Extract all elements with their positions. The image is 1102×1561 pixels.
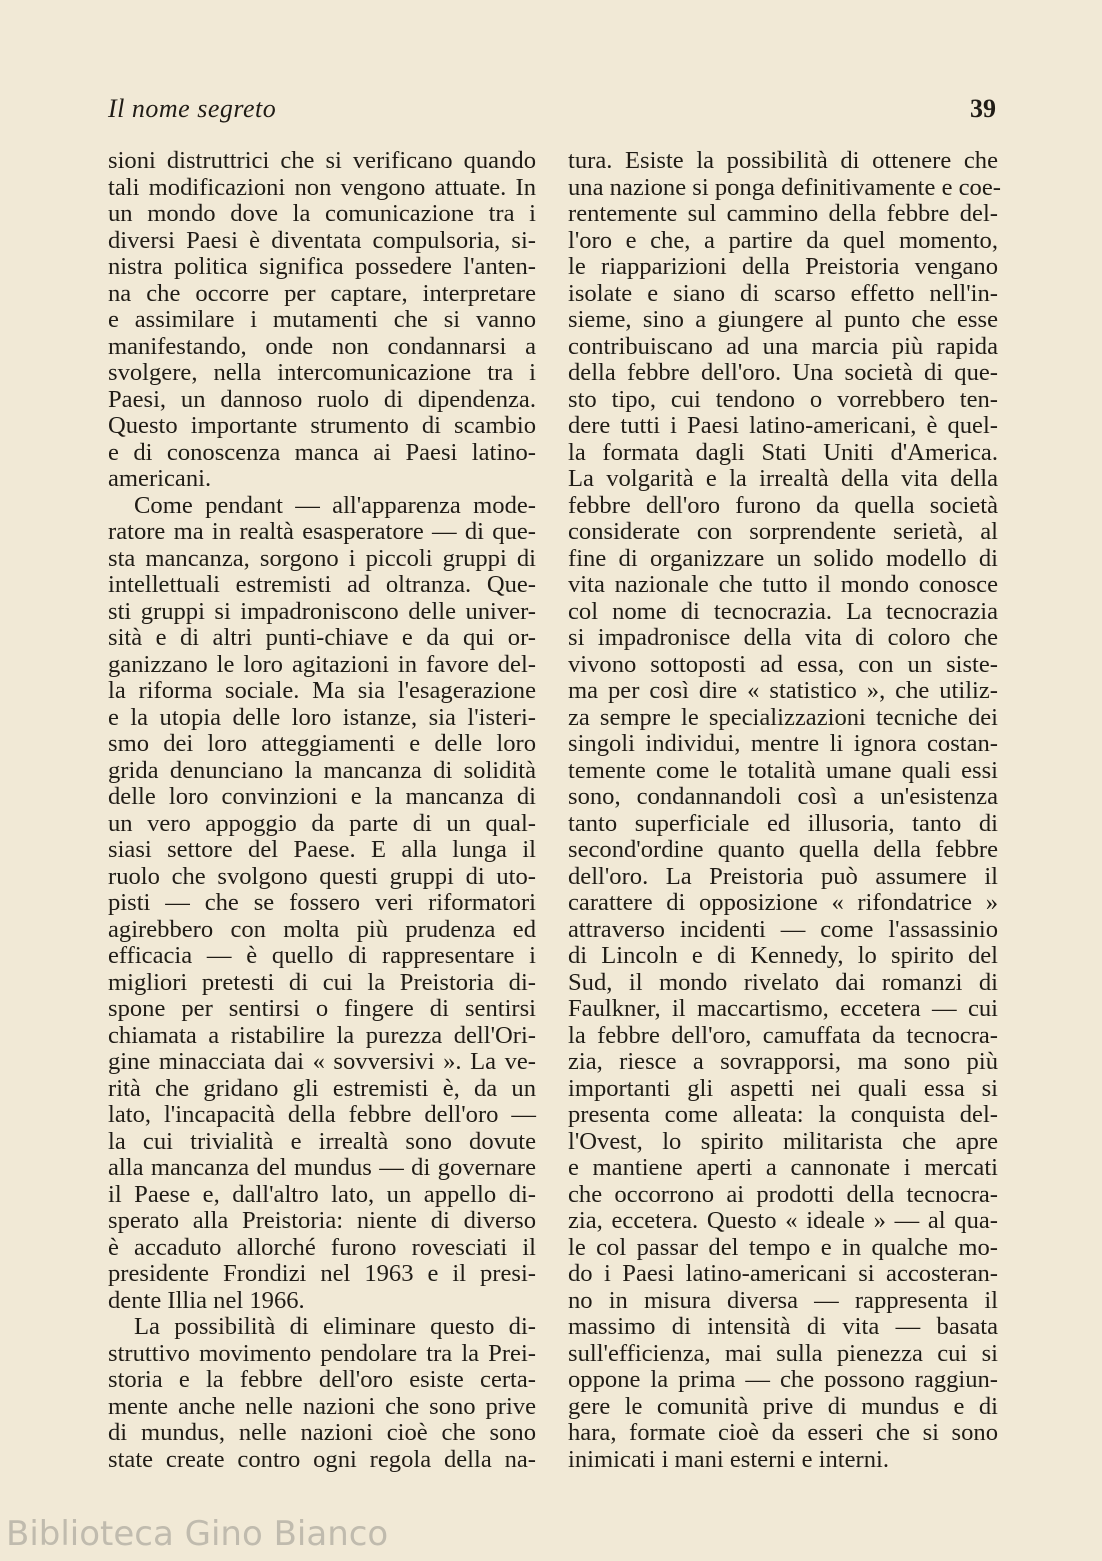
text-line: agirebbero con molta più prudenza ed (108, 915, 536, 943)
text-line: una nazione si ponga definitivamente e coe- (568, 173, 1001, 201)
text-line: considerate con sorprendente serietà, al (568, 518, 998, 545)
text-line: do i Paesi latino-americani si accosteran- (568, 1260, 998, 1287)
text-line: rità che gridano gli estremisti è, da un (108, 1074, 536, 1102)
text-line: gere le comunità prive di mundus e di (568, 1392, 998, 1420)
text-line: sperato alla Preistoria: niente di diverso (108, 1207, 536, 1234)
text-line: vivono sottoposti ad essa, con un siste- (568, 650, 998, 678)
text-line: gine minacciata dai « sovversivi ». La ve- (108, 1048, 536, 1075)
text-line: oppone la prima — che possono raggiun- (568, 1366, 998, 1393)
text-line: che occorrono ai prodotti della tecnocra- (568, 1180, 998, 1208)
text-line: un vero appoggio da parte di un qual- (108, 809, 536, 837)
text-line: le col passar del tempo e in qualche mo- (568, 1233, 998, 1261)
text-line: alla mancanza del mundus — di governare (108, 1154, 536, 1181)
text-line: tura. Esiste la possibilità di ottenere che (568, 147, 998, 174)
text-line: rentemente sul cammino della febbre del- (568, 200, 998, 227)
text-line: Faulkner, il maccartismo, eccetera — cui (568, 995, 998, 1022)
text-line: fine di organizzare un solido modello di (568, 544, 998, 572)
text-line: isolate e siano di scarso effetto nell'in- (568, 279, 998, 307)
text-line: sieme, sino a giungere al punto che esse (568, 306, 998, 333)
text-line: temente come le totalità umane quali essi (568, 756, 998, 784)
text-line: e di conoscenza manca ai Paesi latino- (108, 438, 536, 466)
text-line: sità e di altri punti-chiave e da qui or- (108, 624, 536, 651)
text-line: diversi Paesi è diventata compulsoria, si- (108, 226, 536, 254)
text-line: l'Ovest, lo spirito militarista che apre (568, 1127, 998, 1155)
text-line: hara, formate cioè da esseri che si sono (568, 1419, 998, 1446)
text-line: Paesi, un dannoso ruolo di dipendenza. (108, 385, 536, 413)
text-line: zia, eccetera. Questo « ideale » — al qua- (568, 1207, 998, 1234)
right-column (568, 147, 1001, 1473)
text-line: sto tipo, cui tendono o vorrebbero ten- (568, 385, 998, 413)
text-line: un mondo dove la comunicazione tra i (108, 200, 536, 227)
text-line: di mundus, nelle nazioni cioè che sono (108, 1419, 536, 1446)
text-line: inimicati i mani esterni e interni. (568, 1445, 889, 1473)
text-line: sull'efficienza, mai sulla pienezza cui si (568, 1339, 998, 1367)
text-line: importanti gli aspetti nei quali essa si (568, 1074, 998, 1102)
text-line: Sud, il mondo rivelato dai romanzi di (568, 968, 998, 996)
text-line: ganizzano le loro agitazioni in favore del- (108, 650, 536, 678)
text-line: è accaduto allorché furono rovesciati il (108, 1233, 536, 1261)
text-line: struttivo movimento pendolare tra la Prei- (108, 1339, 536, 1367)
text-line: carattere di opposizione « rifondatrice » (568, 889, 998, 916)
text-line: state create contro ogni regola della na- (108, 1445, 536, 1473)
text-line: e mantiene aperti a cannonate i mercati (568, 1154, 998, 1181)
text-line: la riforma sociale. Ma sia l'esagerazione (108, 677, 536, 704)
text-line: la formata dagli Stati Uniti d'America. (568, 438, 998, 466)
text-line: svolgere, nella intercomunicazione tra i (108, 359, 536, 386)
text-line: massimo di intensità di vita — basata (568, 1313, 998, 1340)
text-line: ratore ma in realtà esasperatore — di que- (108, 518, 536, 545)
text-line: delle loro convinzioni e la mancanza di (108, 783, 536, 810)
text-line: presidente Frondizi nel 1963 e il presi- (108, 1260, 536, 1287)
running-title: Il nome segreto (108, 94, 277, 123)
text-line: ruolo che svolgono questi gruppi di uto- (108, 862, 536, 890)
text-line: si impadronisce della vita di coloro che (568, 624, 998, 651)
text-line: sti gruppi si impadroniscono delle univer- (108, 597, 536, 625)
text-line: febbre dell'oro furono da quella società (568, 491, 998, 519)
text-line: zia, riesce a sovrapporsi, ma sono più (568, 1048, 998, 1075)
text-line: nistra politica significa possedere l'anten- (108, 253, 536, 280)
text-line: no in misura diversa — rappresenta il (568, 1286, 998, 1314)
text-line: La volgarità e la irrealtà della vita della (568, 465, 998, 492)
text-line: manifestando, onde non condannarsi a (108, 332, 536, 360)
text-line: sono, condannandoli così a un'esistenza (568, 783, 998, 810)
text-line: Questo importante strumento di scambio (108, 412, 536, 439)
text-line: sioni distruttrici che si verificano quando (108, 147, 536, 174)
text-line: storia e la febbre dell'oro esiste certa- (108, 1366, 536, 1393)
text-line: e assimilare i mutamenti che si vanno (108, 306, 536, 333)
text-line: za sempre le specializzazioni tecniche dei (568, 703, 998, 731)
library-watermark: Biblioteca Gino Bianco (6, 1514, 389, 1554)
page-number: 39 (970, 94, 996, 123)
text-line: tali modificazioni non vengono attuate. In (108, 173, 536, 201)
text-line: la cui trivialità e irrealtà sono dovute (108, 1127, 536, 1155)
text-line: Come pendant — all'apparenza mode- (134, 491, 536, 519)
text-line: intellettuali estremisti ad oltranza. Que- (108, 571, 536, 598)
text-line: ma per così dire « statistico », che utiliz- (568, 677, 998, 704)
text-line: dente Illia nel 1966. (108, 1286, 305, 1314)
text-line: grida denunciano la mancanza di solidità (108, 756, 536, 784)
text-line: efficacia — è quello di rappresentare i (108, 942, 536, 969)
text-line: mente anche nelle nazioni che sono prive (108, 1392, 536, 1420)
text-line: spone per sentirsi o fingere di sentirsi (108, 995, 536, 1022)
text-line: na che occorre per captare, interpretare (108, 279, 536, 307)
text-line: presenta come alleata: la conquista del- (568, 1101, 998, 1128)
text-line: il Paese e, dall'altro lato, un appello di- (108, 1180, 536, 1208)
text-line: della febbre dell'oro. Una società di que- (568, 359, 998, 386)
text-line: singoli individui, mentre li ignora costan- (568, 730, 998, 757)
text-line: pisti — che se fossero veri riformatori (108, 889, 536, 916)
text-line: vita nazionale che tutto il mondo conosce (568, 571, 998, 598)
text-line: l'oro e che, a partire da quel momento, (568, 226, 998, 254)
text-line: smo dei loro atteggiamenti e delle loro (108, 730, 536, 757)
left-column (108, 148, 536, 1473)
text-line: contribuiscano ad una marcia più rapida (568, 332, 998, 360)
text-line: le riapparizioni della Preistoria vengano (568, 253, 998, 280)
text-line: lato, l'incapacità della febbre dell'oro — (108, 1101, 536, 1128)
text-line: migliori pretesti di cui la Preistoria di- (108, 968, 536, 996)
text-line: second'ordine quanto quella della febbre (568, 836, 998, 863)
text-line: attraverso incidenti — come l'assassinio (568, 915, 998, 943)
text-line: di Lincoln e di Kennedy, lo spirito del (568, 942, 998, 969)
text-line: La possibilità di eliminare questo di- (134, 1313, 536, 1340)
text-line: dere tutti i Paesi latino-americani, è quel- (568, 412, 998, 439)
text-line: dell'oro. La Preistoria può assumere il (568, 862, 998, 890)
text-line: col nome di tecnocrazia. La tecnocrazia (568, 597, 998, 625)
text-line: siasi settore del Paese. E alla lunga il (108, 836, 536, 863)
text-line: la febbre dell'oro, camuffata da tecnocra- (568, 1021, 998, 1049)
text-line: sta mancanza, sorgono i piccoli gruppi di (108, 544, 536, 572)
text-line: e la utopia delle loro istanze, sia l'isteri- (108, 703, 536, 731)
text-line: americani. (108, 465, 212, 492)
text-line: tanto superficiale ed illusoria, tanto di (568, 809, 998, 837)
text-line: chiamata a ristabilire la purezza dell'Ori- (108, 1021, 536, 1049)
